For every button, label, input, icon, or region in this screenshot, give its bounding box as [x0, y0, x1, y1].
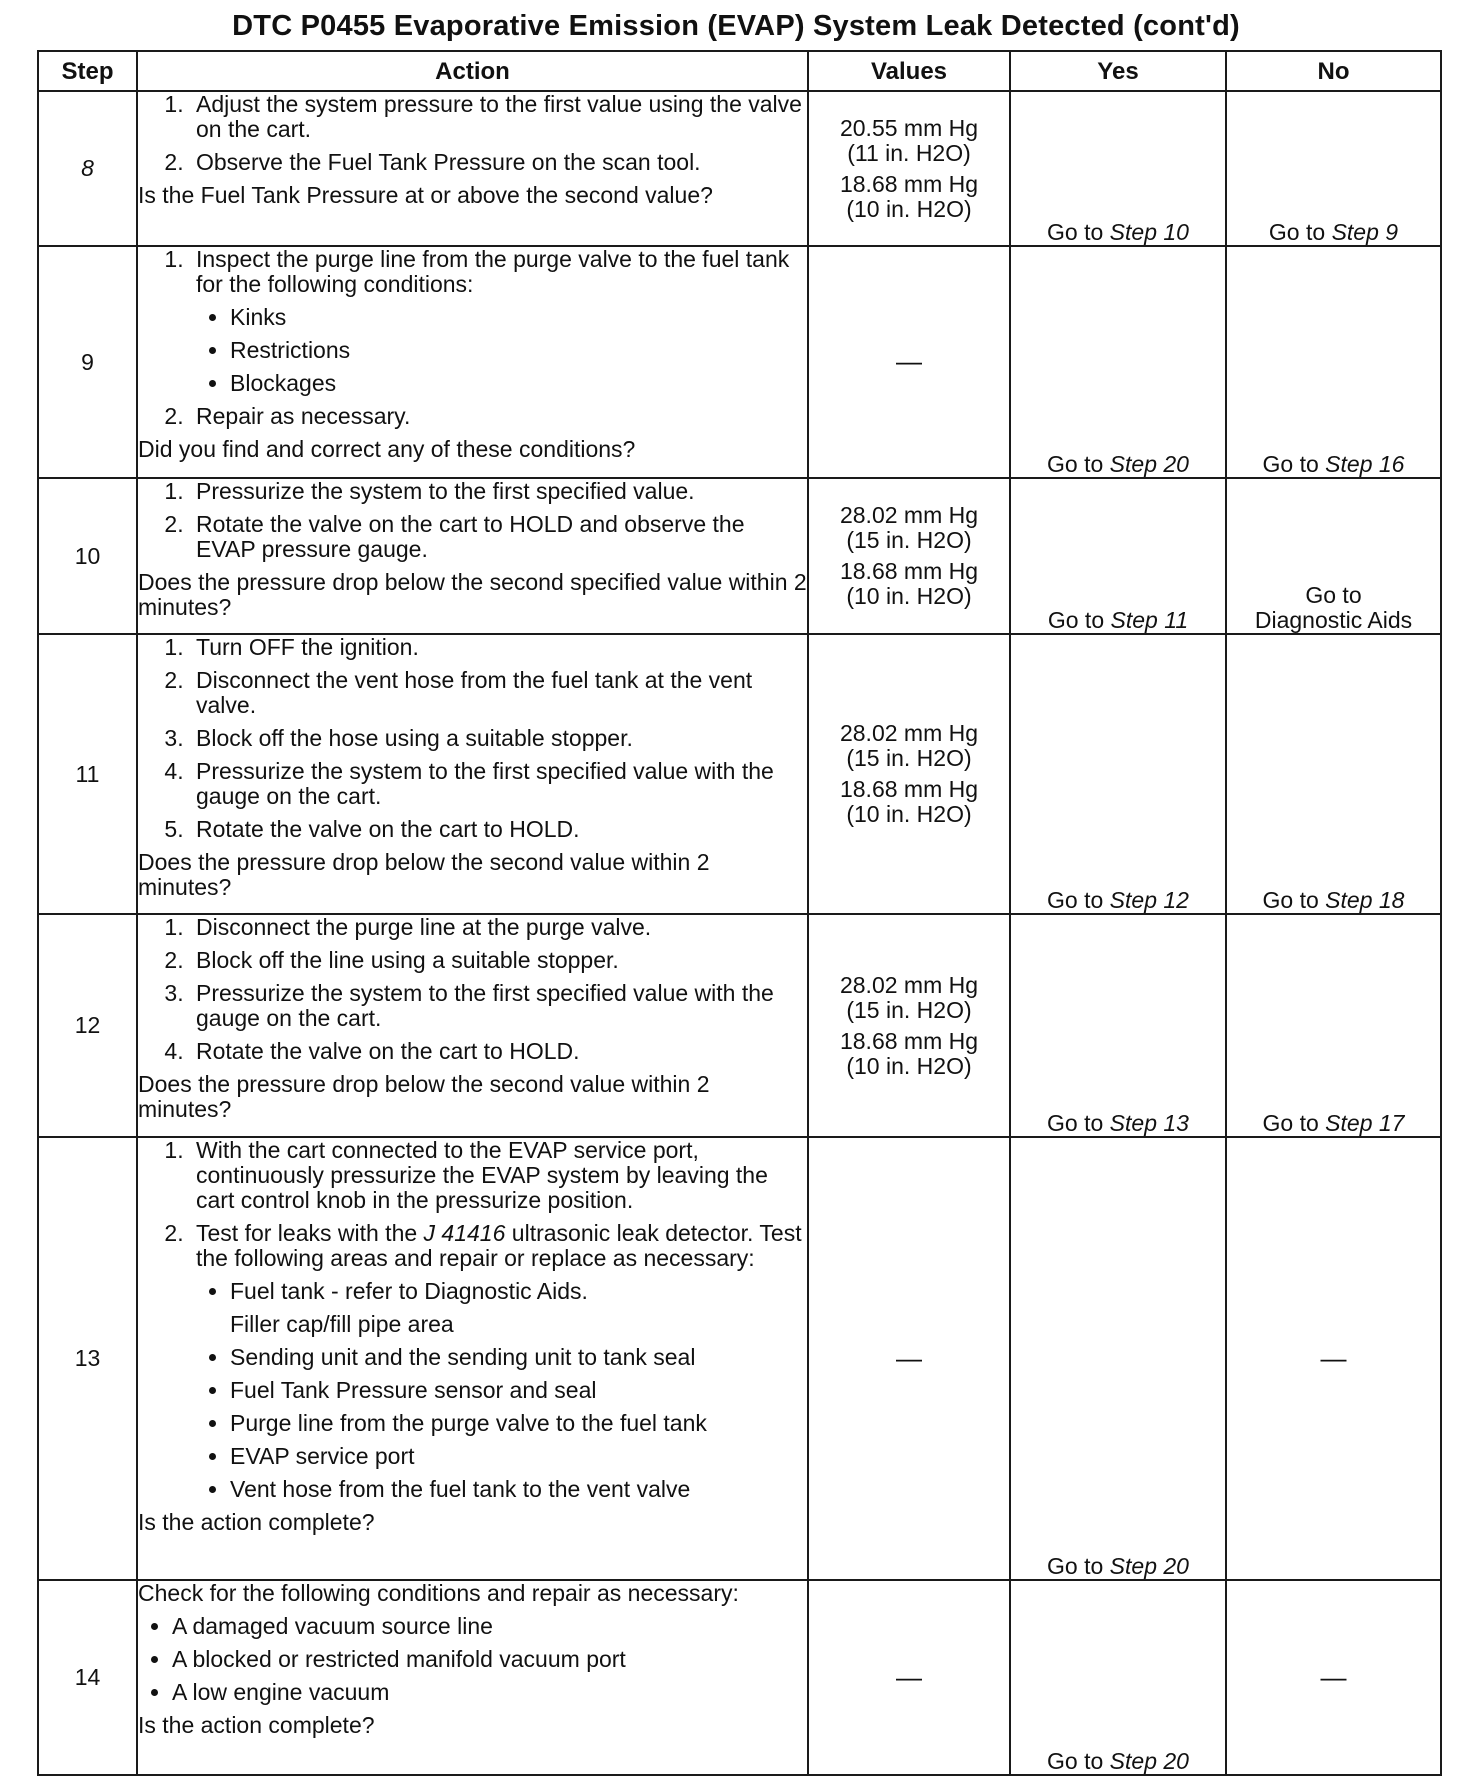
- value-line: (10 in. H2O): [846, 583, 972, 609]
- action-cell: [137, 478, 808, 634]
- action-item: 5. Rotate the valve on the cart to HOLD.: [190, 817, 807, 842]
- action-item: 1. Disconnect the purge line at the purge valve.: [190, 915, 807, 940]
- yes-goto: Go to Step 11: [1047, 607, 1189, 633]
- value-line: 18.68 mm Hg: [839, 1027, 979, 1054]
- table-row-step-10: [38, 478, 1441, 634]
- bullet-item: • Fuel tank - refer to Diagnostic Aids.: [230, 1279, 807, 1304]
- no-cell: [1226, 91, 1441, 246]
- header-action: Action: [137, 51, 808, 91]
- action-cell: [137, 634, 808, 914]
- yes-goto: Go to Step 13: [1047, 1110, 1189, 1136]
- action-item: 1. Turn OFF the ignition.: [190, 635, 807, 660]
- yes-cell: [1010, 1580, 1226, 1775]
- values-cell: [808, 914, 1010, 1137]
- bullet-item: • Vent hose from the fuel tank to the vent valve: [230, 1477, 807, 1502]
- value-dash: —: [896, 1661, 922, 1692]
- no-cell: [1226, 478, 1441, 634]
- step-number: 13: [38, 1137, 137, 1580]
- bullet-item: • Blockages: [230, 371, 807, 396]
- values-cell: [808, 246, 1010, 478]
- values-cell: [808, 1580, 1010, 1775]
- yes-cell: [1010, 478, 1226, 634]
- yes-goto: Go to Step 20: [1047, 451, 1189, 477]
- no-goto: Go to Step 9: [1268, 219, 1399, 245]
- bullet-item: • Fuel Tank Pressure sensor and seal: [230, 1378, 807, 1403]
- value-line: 18.68 mm Hg: [839, 558, 979, 584]
- no-dash: —: [1320, 1661, 1347, 1692]
- action-item: 1. Adjust the system pressure to the first value using the valve on the cart.: [190, 92, 807, 142]
- action-intro: Check for the following conditions and repair as necessary:: [138, 1580, 739, 1606]
- bullet-item: • Restrictions: [230, 338, 807, 363]
- values-cell: [808, 478, 1010, 634]
- value-line: 18.68 mm Hg: [839, 170, 979, 197]
- yes-cell: [1010, 634, 1226, 914]
- value-line: (11 in. H2O): [847, 139, 971, 166]
- value-line: 28.02 mm Hg: [839, 720, 979, 746]
- no-goto: Go to Diagnostic Aids: [1254, 582, 1413, 633]
- no-dash: —: [1320, 1342, 1347, 1373]
- action-item: 1. With the cart connected to the EVAP service port, continuously pressurize the EVAP system by leaving the cart control knob in the pressurize position.: [190, 1138, 807, 1213]
- action-item: 1. Inspect the purge line from the purge valve to the fuel tank for the following conditions: • Kinks • Restrictions • Blockages: [190, 247, 807, 396]
- table-row-step-11: [38, 634, 1441, 914]
- action-question: Does the pressure drop below the second specified value within 2 minutes?: [138, 569, 807, 620]
- header-no: No: [1226, 51, 1441, 91]
- value-line: 28.02 mm Hg: [839, 971, 979, 998]
- action-question: Is the action complete?: [138, 1712, 375, 1738]
- table-row-step-9: [38, 246, 1441, 478]
- value-line: (10 in. H2O): [846, 801, 972, 827]
- no-cell: [1226, 1137, 1441, 1580]
- table-header-row: [38, 51, 1441, 91]
- no-goto: Go to Step 16: [1262, 451, 1405, 477]
- bullet-item: Filler cap/fill pipe area: [230, 1311, 454, 1337]
- action-cell: [137, 246, 808, 478]
- action-cell: [137, 1137, 808, 1580]
- no-goto: Go to Step 17: [1262, 1110, 1405, 1136]
- table-row-step-12: [38, 914, 1441, 1137]
- diagnostic-table: [37, 50, 1442, 1776]
- header-step: Step: [38, 51, 137, 91]
- value-line: (15 in. H2O): [846, 745, 972, 771]
- no-cell: [1226, 246, 1441, 478]
- yes-cell: [1010, 1137, 1226, 1580]
- action-item: 2. Disconnect the vent hose from the fuel tank at the vent valve.: [190, 668, 807, 718]
- action-item: 2. Observe the Fuel Tank Pressure on the scan tool.: [190, 150, 807, 175]
- bullet-item: • Sending unit and the sending unit to tank seal: [230, 1345, 807, 1370]
- bullet-item: • Kinks: [230, 305, 807, 330]
- action-question: Is the Fuel Tank Pressure at or above the second value?: [138, 182, 713, 208]
- table-row-step-14: [38, 1580, 1441, 1775]
- action-item: 4. Pressurize the system to the first specified value with the gauge on the cart.: [190, 759, 807, 809]
- page-title: DTC P0455 Evaporative Emission (EVAP) System Leak Detected (cont'd): [232, 10, 1240, 42]
- action-question: Did you find and correct any of these conditions?: [138, 436, 636, 462]
- table-row-step-8: [38, 91, 1441, 246]
- yes-cell: [1010, 914, 1226, 1137]
- value-line: (10 in. H2O): [846, 1052, 972, 1079]
- header-values: Values: [808, 51, 1010, 91]
- values-cell: [808, 634, 1010, 914]
- yes-goto: Go to Step 10: [1047, 219, 1189, 245]
- action-question: Is the action complete?: [138, 1509, 375, 1535]
- value-dash: —: [896, 346, 922, 376]
- value-line: 20.55 mm Hg: [839, 114, 979, 141]
- header-yes: Yes: [1010, 51, 1226, 91]
- action-cell: [137, 1580, 808, 1775]
- no-cell: [1226, 634, 1441, 914]
- step-number: 10: [38, 478, 137, 634]
- no-goto: Go to Step 18: [1262, 887, 1405, 913]
- values-cell: [808, 1137, 1010, 1580]
- bullet-item: • A low engine vacuum: [172, 1680, 807, 1705]
- action-item: 2. Repair as necessary.: [190, 404, 807, 429]
- bullet-item: • Purge line from the purge valve to the fuel tank: [230, 1411, 807, 1436]
- value-line: (10 in. H2O): [846, 195, 972, 222]
- action-item: 3. Block off the hose using a suitable stopper.: [190, 726, 807, 751]
- step-number: 12: [38, 914, 137, 1137]
- action-item: 3. Pressurize the system to the first specified value with the gauge on the cart.: [190, 981, 807, 1031]
- action-question: Does the pressure drop below the second value within 2 minutes?: [138, 849, 710, 900]
- yes-goto: Go to Step 20: [1047, 1553, 1189, 1579]
- value-line: 18.68 mm Hg: [839, 776, 979, 802]
- action-cell: [137, 91, 808, 246]
- step-number: 8: [38, 91, 137, 246]
- tool-reference: J 41416: [423, 1220, 506, 1246]
- value-line: 28.02 mm Hg: [839, 502, 979, 528]
- action-item: 4. Rotate the valve on the cart to HOLD.: [190, 1039, 807, 1064]
- no-cell: [1226, 914, 1441, 1137]
- yes-goto: Go to Step 20: [1047, 1748, 1189, 1774]
- step-number: 14: [38, 1580, 137, 1775]
- action-cell: [137, 914, 808, 1137]
- value-dash: —: [896, 1342, 922, 1373]
- step-number: 11: [38, 634, 137, 914]
- step-number: 9: [38, 246, 137, 478]
- no-cell: [1226, 1580, 1441, 1775]
- value-line: (15 in. H2O): [846, 996, 972, 1023]
- action-item: 2. Block off the line using a suitable stopper.: [190, 948, 807, 973]
- yes-cell: [1010, 246, 1226, 478]
- action-question: Does the pressure drop below the second value within 2 minutes?: [138, 1071, 710, 1122]
- values-cell: [808, 91, 1010, 246]
- yes-goto: Go to Step 12: [1047, 887, 1189, 913]
- action-item: 2. Test for leaks with the J 41416 ultrasonic leak detector. Test the following areas and repair or replace as necessary: • Fuel tank - refer to Diagnostic Aids. Filler cap/fill pipe area • Sending unit and the sending unit to tank seal • Fuel Tank Pressure sensor and seal • Purge line from the purge valve to the fuel tank • EVAP service port • Vent hose from the fuel tank to the vent valve: [190, 1221, 807, 1502]
- bullet-item: • A blocked or restricted manifold vacuum port: [172, 1647, 807, 1672]
- table-row-step-13: [38, 1137, 1441, 1580]
- bullet-item: • A damaged vacuum source line: [172, 1614, 807, 1639]
- bullet-item: • EVAP service port: [230, 1444, 807, 1469]
- action-item: 2. Rotate the valve on the cart to HOLD and observe the EVAP pressure gauge.: [190, 512, 807, 562]
- action-item: 1. Pressurize the system to the first specified value.: [190, 479, 807, 504]
- value-line: (15 in. H2O): [846, 527, 972, 553]
- yes-cell: [1010, 91, 1226, 246]
